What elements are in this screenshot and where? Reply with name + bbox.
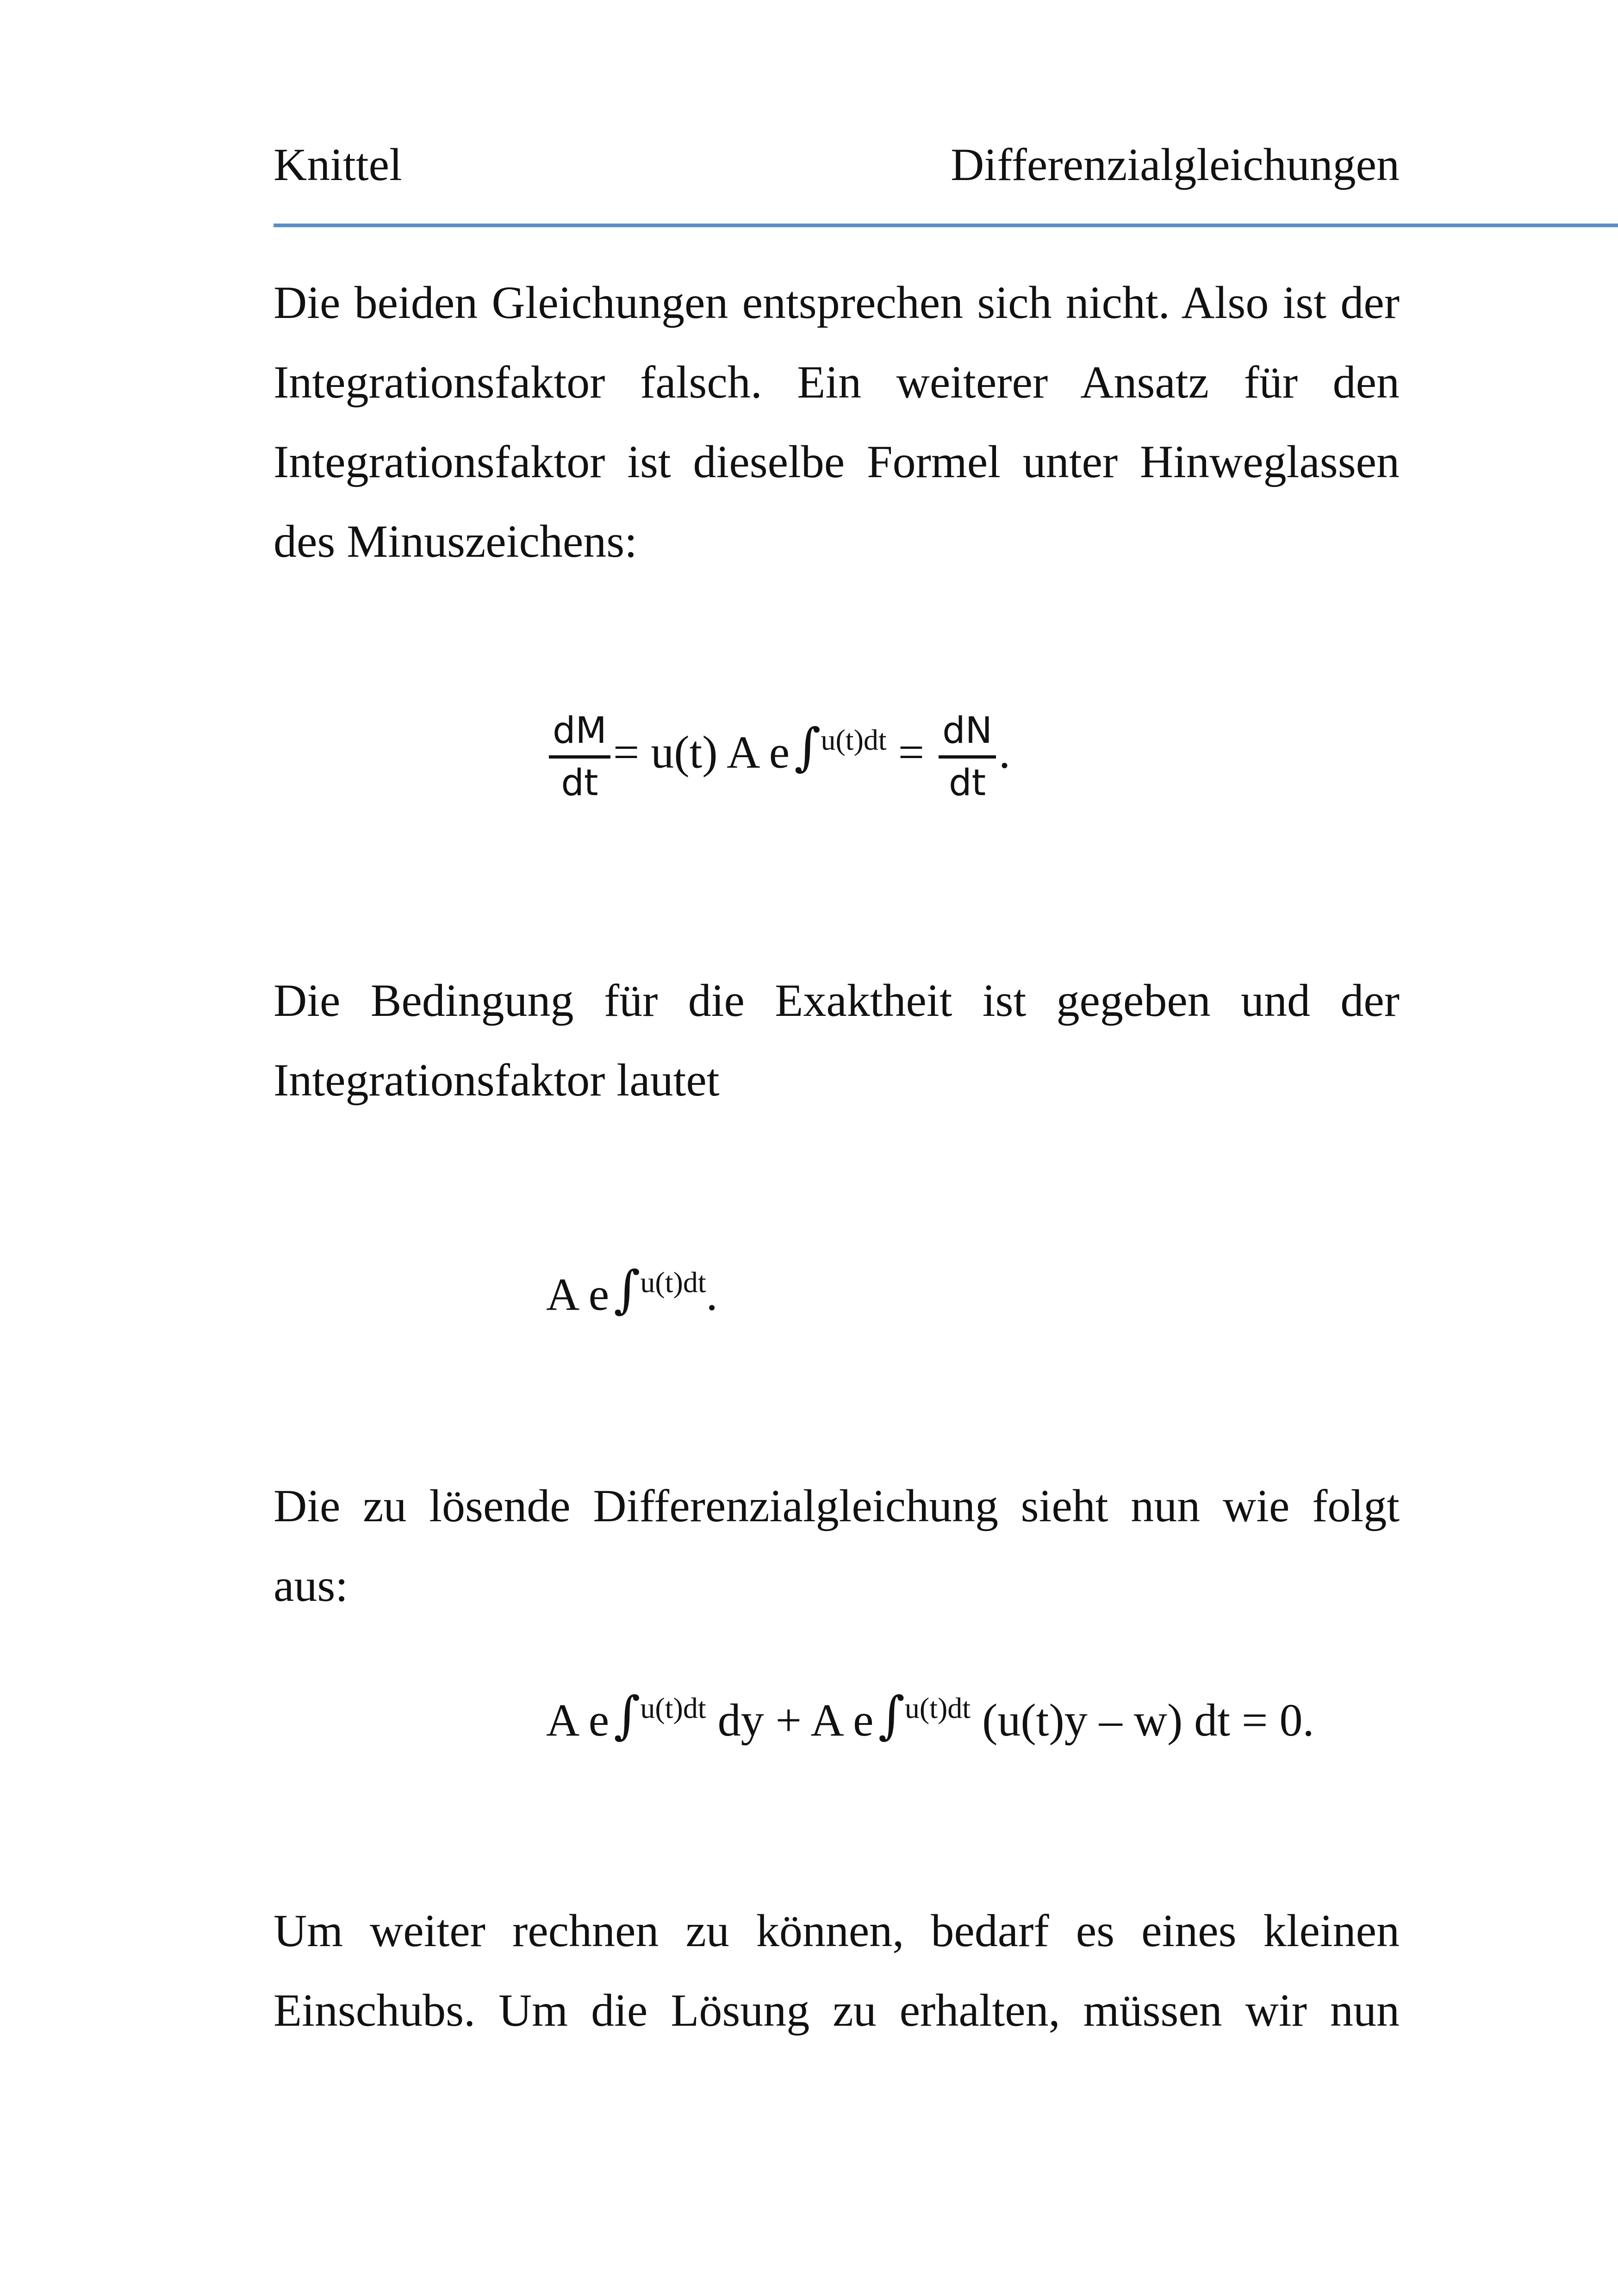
exponent: u(t)dt <box>640 1692 706 1724</box>
equation-text: dy + A e <box>706 1694 874 1746</box>
fraction-numerator: dN <box>939 713 996 759</box>
integral-sign: ∫ <box>614 1686 641 1745</box>
fraction-numerator: dM <box>549 713 610 759</box>
exponent: u(t)dt <box>904 1692 971 1724</box>
equation-text: = u(t) A e <box>613 726 790 778</box>
exponent: u(t)dt <box>821 723 887 757</box>
paragraph-2: Die Bedingung für die Exaktheit ist gegeben und der Integrationsfaktor lautet <box>274 975 1400 1106</box>
integral-sign: ∫ <box>614 1260 641 1319</box>
equation-text: A e <box>546 1269 610 1320</box>
header-title: Differenzialgleichungen <box>951 139 1400 190</box>
fraction-dn-dt <box>939 710 996 804</box>
paragraph-1: Die beiden Gleichungen entsprechen sich nicht. Also ist der Integrationsfaktor falsch. Ein weiterer Ansatz für den Integrationsfaktor ist dieselbe Formel unter Hinweglassen des Minuszeichens: <box>274 277 1400 567</box>
equation-text: (u(t)y – w) dt = 0. <box>971 1694 1314 1746</box>
integral-sign: ∫ <box>878 1686 905 1745</box>
paragraph-4: Um weiter rechnen zu können, bedarf es eines kleinen Einschubs. Um die Lösung zu erhalten, müssen wir nun <box>274 1905 1400 2036</box>
equation-text: A e <box>546 1694 610 1746</box>
equation-3 <box>546 1686 1314 1754</box>
header-author: Knittel <box>274 139 402 190</box>
integral-sign: ∫ <box>794 717 821 777</box>
equation-2 <box>546 1260 718 1328</box>
equation-period: . <box>998 726 1010 778</box>
header-divider <box>274 224 1618 227</box>
fraction-denominator: dt <box>948 762 986 804</box>
paragraph-3: Die zu lösende Differenzialgleichung sieht nun wie folgt aus: <box>274 1480 1400 1611</box>
equals-sign: = <box>898 726 925 778</box>
equation-1 <box>546 710 1010 804</box>
fraction-dm-dt <box>549 710 610 804</box>
equation-period: . <box>706 1269 718 1320</box>
exponent: u(t)dt <box>640 1266 706 1299</box>
fraction-denominator: dt <box>561 762 598 804</box>
